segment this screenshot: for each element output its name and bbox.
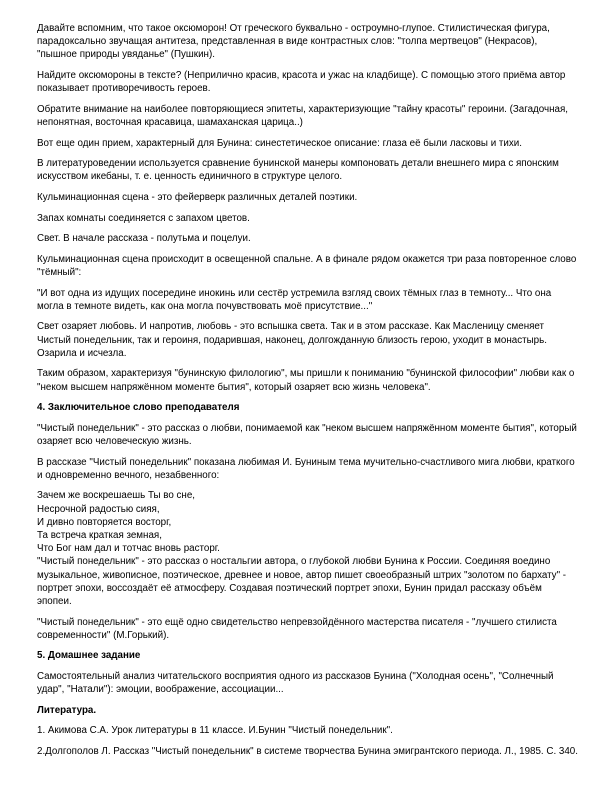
literature-heading: Литература. <box>37 704 97 716</box>
paragraph-ikebana: В литературоведении используется сравнение бунинской манеры компоновать детали внешнего мира с японским искусством икебаны, т. е. ценность единичного в структуре целого. <box>37 158 559 183</box>
section-4-heading: 4. Заключительное слово преподавателя <box>37 402 240 414</box>
paragraph-philosophy: Таким образом, характеризуя "бунинскую филологию", мы пришли к пониманию "бунинской философии" любви как о "неком высшем напряжённом моменте бытия", который озаряет всю жизнь человека". <box>37 368 575 393</box>
document-page <box>37 22 579 766</box>
poem-line: И дивно повторяется восторг, <box>37 516 172 528</box>
literature-item: 2.Долгополов Л. Рассказ "Чистый понедельник" в системе творчества Бунина эмигрантского периода. Л., 1985. С. 340. <box>37 745 578 757</box>
poem-line: Несрочной радостью сияя, <box>37 503 160 515</box>
paragraph-smell: Запах комнаты соединяется с запахом цветов. <box>37 212 250 224</box>
paragraph-quote: "И вот одна из идущих посередине инокинь или сестёр устремила взгляд своих тёмных глаз в темноту... Что она могла в темноте видеть, как она могла почувствовать моё присутствие..." <box>37 287 552 312</box>
paragraph-culmination: Кульминационная сцена - это фейерверк различных деталей поэтики. <box>37 191 358 203</box>
paragraph-epithets: Обратите внимание на наиболее повторяющиеся эпитеты, характеризующие "тайну красоты" героини. (Загадочная, непонятная, восточная красавица, шамаханская царица..) <box>37 103 568 128</box>
section-4-paragraph-3: "Чистый понедельник" - это рассказ о ностальгии автора, о глубокой любви Бунина к России. Соединяя воедино музыкальное, живописное, поэтическое, древнее и новое, автор пишет своеобразный штрих "золотом по бархату" - портрет эпохи, воссоздаёт её атмосферу. Создавая поэтический портрет эпохи, Бунин придал рассказу объём эпопеи. <box>37 556 567 607</box>
section-4-paragraph-4: "Чистый понедельник" - это ещё одно свидетельство непревзойдённого мастерства писателя - "лучшего стилиста современности" (М.Горький). <box>37 616 557 641</box>
section-5-paragraph: Самостоятельный анализ читательского восприятия одного из рассказов Бунина ("Холодная осень", "Солнечный удар", "Натали"): эмоции, воображение, ассоциации... <box>37 670 554 696</box>
paragraph-oxymoron-definition: Давайте вспомним, что такое оксюморон! От греческого буквально - остроумно-глупое. Стилистическая фигура, парадоксально звучащая антитеза, представленная в виде контрастных слов: "толпа мертвецов" (Некрасов), "пышное природы увяданье" (Пушкин). <box>37 23 550 61</box>
literature-item: 1. Акимова С.А. Урок литературы в 11 классе. И.Бунин "Чистый понедельник". <box>37 725 393 737</box>
paragraph-find-oxymorons: Найдите оксюмороны в тексте? (Неприлично красив, красота и ужас на кладбище). С помощью этого приёма автор показывает противоречивость героев. <box>37 70 566 95</box>
paragraph-light: Свет. В начале рассказа - полутьма и поцелуи. <box>37 233 251 245</box>
poem-line: Зачем же воскрешаешь Ты во сне, <box>37 490 196 502</box>
section-4-paragraph-1: "Чистый понедельник" - это рассказ о любви, понимаемой как "неком высшем напряжённом моменте бытия", который озаряет всю человеческую жизнь. <box>37 422 577 447</box>
section-4-paragraph-2: В рассказе "Чистый понедельник" показана любимая И. Буниным тема мучительно-счастливого мига любви, краткого и одновременно вечного, незабвенного: <box>37 456 575 481</box>
poem-line: Та встреча краткая земная, <box>37 529 162 541</box>
section-5-heading: 5. Домашнее задание <box>37 650 141 662</box>
paragraph-bedroom: Кульминационная сцена происходит в освещенной спальне. А в финале рядом окажется три раза повторенное слово "тёмный": <box>37 253 577 278</box>
paragraph-synesthetic: Вот еще один прием, характерный для Бунина: синестетическое описание: глаза её были ласковы и тихи. <box>37 137 522 149</box>
paragraph-light-love: Свет озаряет любовь. И напротив, любовь - это вспышка света. Так и в этом рассказе. Как Масленицу сменяет Чистый понедельник, так и героиня, подарившая, наконец, долгожданную близость герою, уходит в монастырь. Озарила и исчезла. <box>37 321 547 359</box>
poem <box>37 489 579 555</box>
poem-line: Что Бог нам дал и тотчас вновь расторг. <box>37 543 220 555</box>
